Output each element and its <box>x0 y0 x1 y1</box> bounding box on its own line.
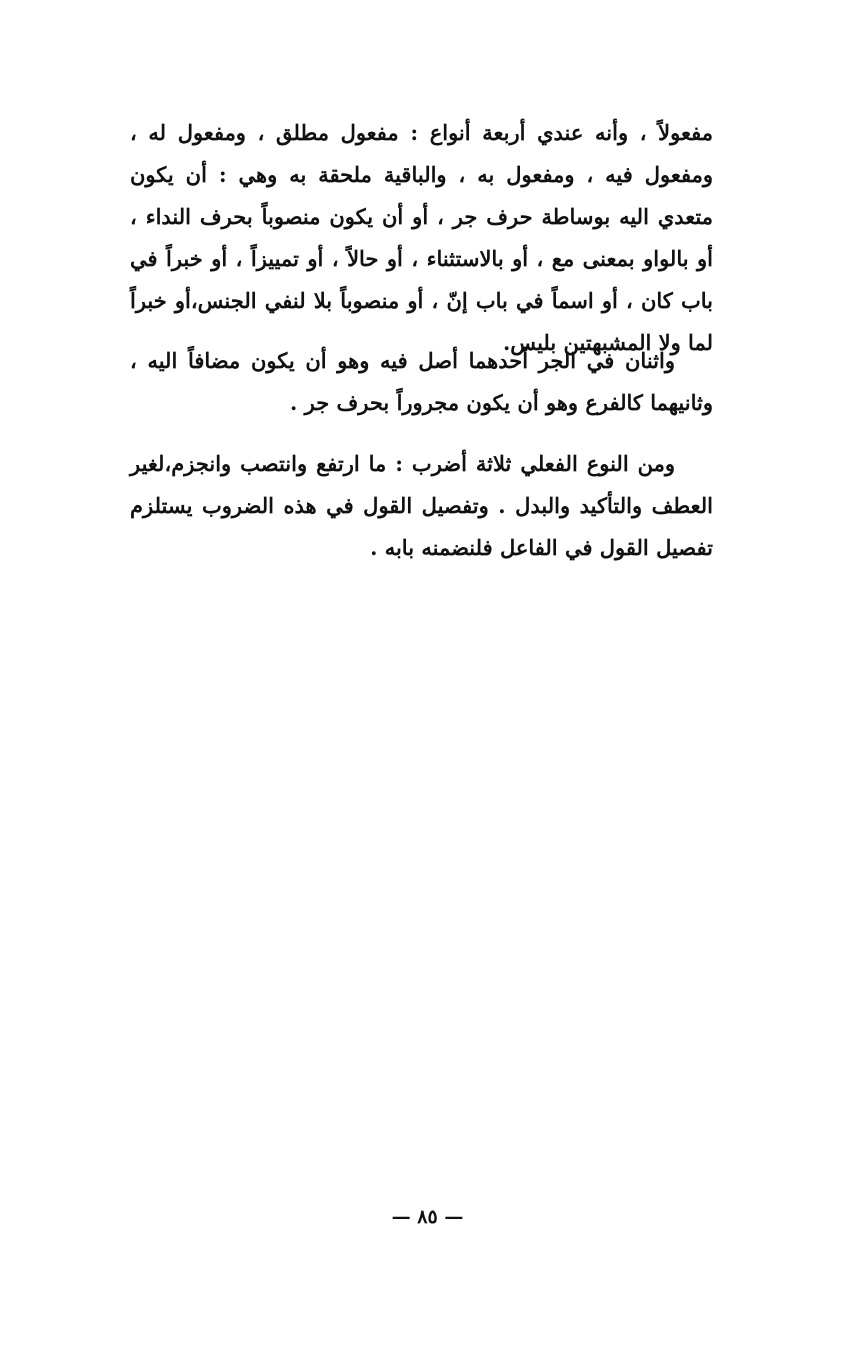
paragraph-3: ومن النوع الفعلي ثلاثة أضرب : ما ارتفع وانتصب وانجزم،لغير العطف والتأكيد والبدل . وتفصيل القول في هذه الضروب يستلزم تفصيل القول في الفاعل فلنضمنه بابه . <box>130 451 713 560</box>
paragraph-2: واثنان في الجر أحدهما أصل فيه وهو أن يكون مضافاً اليه ، وثانيهما كالفرع وهو أن يكون مجروراً بحرف جر . <box>130 348 713 415</box>
page-number: — ٨٥ — <box>391 1206 464 1228</box>
paragraph-1: مفعولاً ، وأنه عندي أربعة أنواع : مفعول مطلق ، ومفعول له ، ومفعول فيه ، ومفعول به ، والباقية ملحقة به وهي : أن يكون متعدي اليه بوساطة حرف جر ، أو أن يكون منصوباً بحرف النداء ، أو بالواو بمعنى مع ، أو بالاستثناء ، أو حالاً ، أو تمييزاً ، أو خبراً في باب كان ، أو اسماً في باب إنّ ، أو منصوباً بلا لنفي الجنس،أو خبراً لما ولا المشبهتين بليس. <box>130 120 713 355</box>
